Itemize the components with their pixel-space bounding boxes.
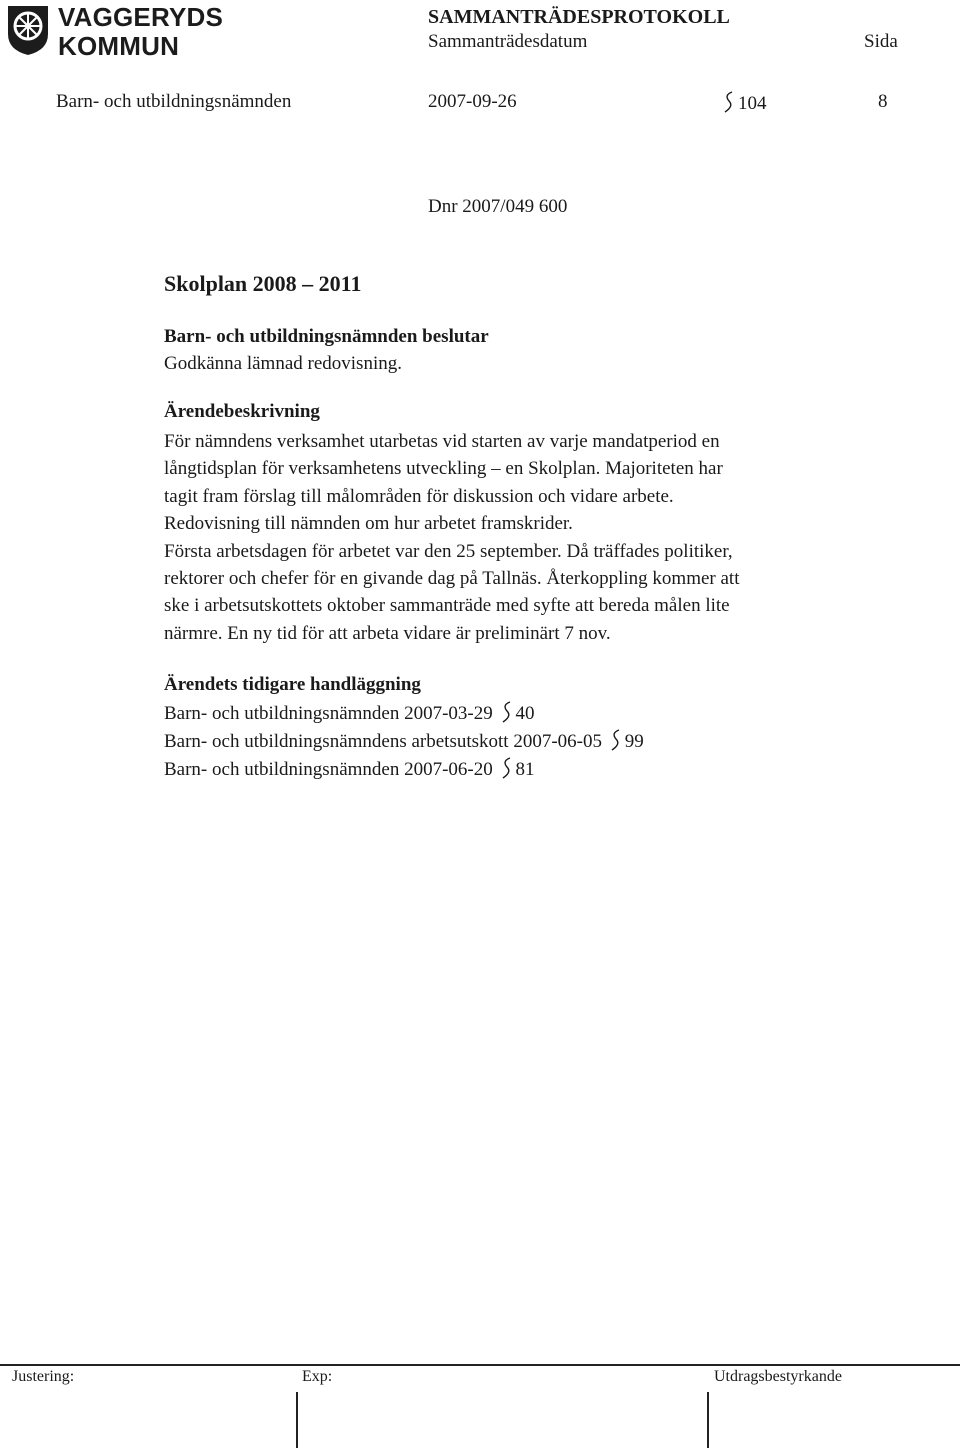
description-line: långtidsplan för verksamhetens utveckling – en Skolplan. Majoriteten har	[164, 458, 723, 480]
history-item	[164, 701, 535, 725]
logo-line-1: VAGGERYDS	[58, 2, 224, 32]
footer-signature-divider	[707, 1392, 709, 1448]
description-body	[164, 428, 904, 647]
justering-label: Justering:	[12, 1368, 75, 1385]
history-item	[164, 757, 535, 781]
utdrag-label: Utdragsbestyrkande	[714, 1368, 842, 1385]
decision-heading: Barn- och utbildningsnämnden beslutar	[164, 326, 489, 347]
history-item-text: Barn- och utbildningsnämndens arbetsutskott 2007-06-05	[164, 731, 602, 752]
description-line: tagit fram förslag till målområden för diskussion och vidare arbete.	[164, 485, 674, 507]
history-item-number: 99	[624, 731, 644, 752]
footer-signature-divider	[296, 1392, 298, 1448]
history-heading: Ärendets tidigare handläggning	[164, 674, 421, 695]
item-title: Skolplan 2008 – 2011	[164, 271, 362, 296]
paragraph-number-value: 104	[738, 93, 767, 114]
description-line: Första arbetsdagen för arbetet var den 25 september. Då träffades politiker,	[164, 540, 733, 562]
paragraph-sign-icon	[500, 757, 514, 779]
description-line: rektorer och chefer för en givande dag på Tallnäs. Återkoppling kommer att	[164, 568, 740, 590]
history-item-text: Barn- och utbildningsnämnden 2007-03-29	[164, 703, 493, 724]
history-item	[164, 729, 644, 753]
decision-text: Godkänna lämnad redovisning.	[164, 353, 402, 374]
exp-label: Exp:	[302, 1368, 333, 1385]
page-label: Sida	[864, 31, 898, 52]
description-line: För nämndens verksamhet utarbetas vid starten av varje mandatperiod en	[164, 431, 720, 452]
paragraph-sign-icon	[722, 91, 736, 113]
committee-name: Barn- och utbildningsnämnden	[56, 91, 292, 112]
history-item-text: Barn- och utbildningsnämnden 2007-06-20	[164, 759, 493, 780]
meeting-date: 2007-09-26	[428, 91, 517, 112]
logo-line-2: KOMMUN	[58, 31, 180, 61]
description-line: närmre. En ny tid för att arbeta vidare är preliminärt 7 nov.	[164, 622, 611, 644]
diary-number: Dnr 2007/049 600	[428, 196, 568, 217]
description-heading: Ärendebeskrivning	[164, 401, 320, 422]
paragraph-sign-icon	[609, 729, 623, 751]
footer-divider	[0, 1364, 960, 1366]
document-title: SAMMANTRÄDESPROTOKOLL	[428, 6, 730, 28]
description-line: ske i arbetsutskottets oktober sammanträde med syfte att bereda målen lite	[164, 595, 730, 617]
history-item-number: 40	[515, 703, 535, 724]
history-item-number: 81	[515, 759, 535, 780]
municipality-crest-icon	[6, 4, 50, 56]
paragraph-number	[720, 91, 767, 115]
paragraph-sign-icon	[500, 701, 514, 723]
municipality-logo-text	[58, 3, 223, 61]
description-line: Redovisning till nämnden om hur arbetet framskrider.	[164, 513, 573, 535]
meeting-date-label: Sammanträdesdatum	[428, 31, 588, 52]
page-number: 8	[878, 91, 888, 112]
